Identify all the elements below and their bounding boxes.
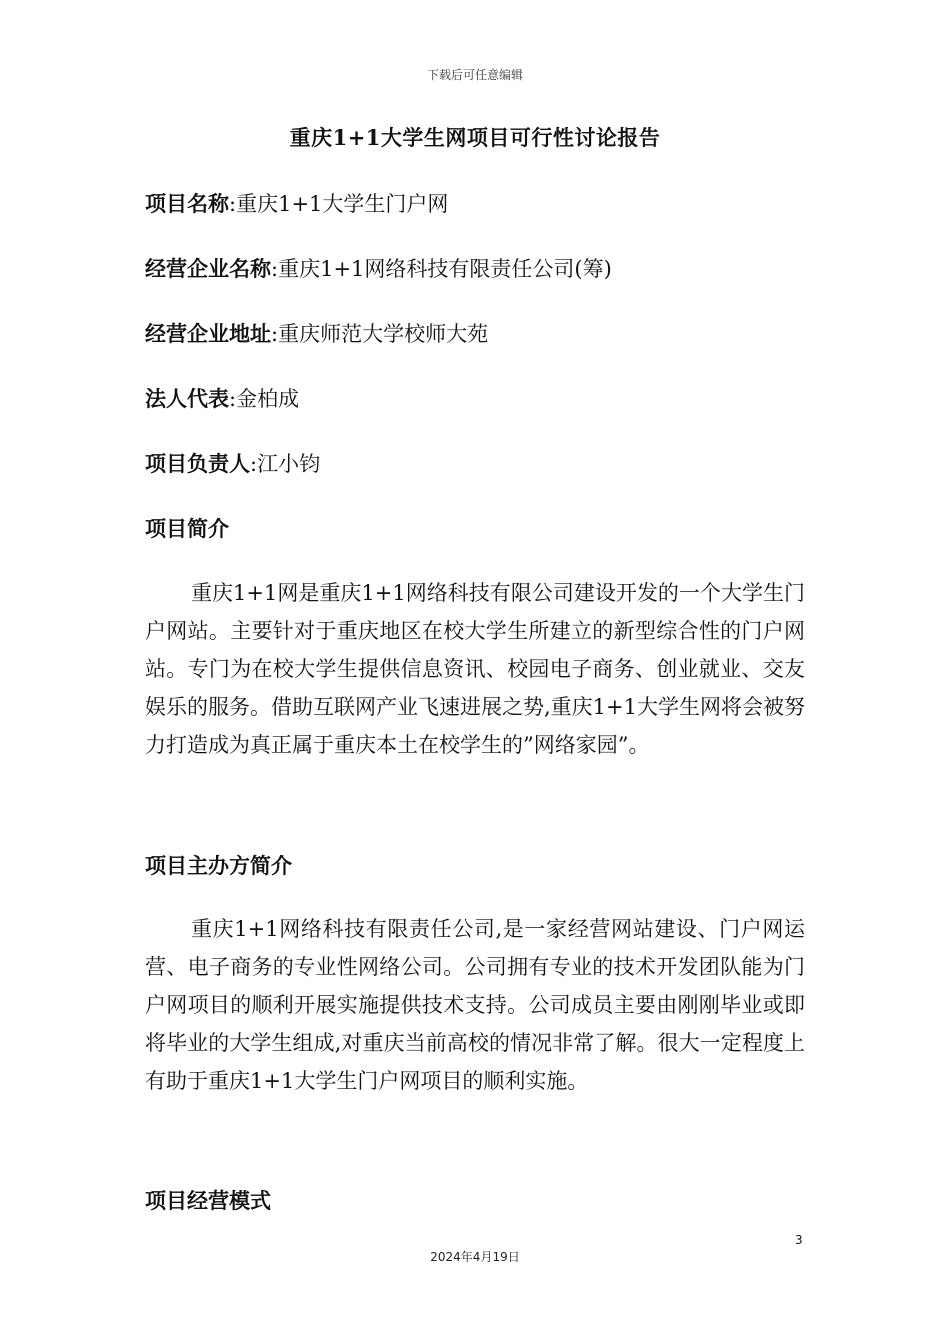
- field-project-name: [145, 188, 448, 218]
- footer-date: 2024年4月19日: [430, 1250, 520, 1264]
- field-project-lead: [145, 448, 320, 478]
- field-separator: :: [271, 322, 279, 346]
- section-heading-project-intro: 项目简介: [145, 516, 229, 541]
- header-note: 下载后可任意编辑: [426, 68, 523, 82]
- field-company-address: [145, 318, 488, 348]
- field-value: 重庆1+1大学生门户网: [236, 192, 449, 216]
- field-company-name: [145, 253, 612, 283]
- field-separator: :: [229, 192, 237, 216]
- section-body-project-intro: 重庆1+1网是重庆1+1网络科技有限公司建设开发的一个大学生门户网站。主要针对于重庆地区在校大学生所建立的新型综合性的门户网站。专门为在校大学生提供信息资讯、校园电子商务、创业就业、交友娱乐的服务。借助互联网产业飞速进展之势,重庆1+1大学生网将会被努力打造成为真正属于重庆本土在校学生的”网络家园”。: [145, 581, 805, 757]
- field-label: 经营企业名称: [145, 256, 271, 281]
- field-label: 经营企业地址: [145, 321, 271, 346]
- field-legal-representative: [145, 383, 299, 413]
- field-separator: :: [229, 387, 237, 411]
- field-separator: :: [271, 257, 279, 281]
- section-body-sponsor-intro: 重庆1+1网络科技有限责任公司,是一家经营网站建设、门户网运营、电子商务的专业性网络公司。公司拥有专业的技术开发团队能为门户网项目的顺利开展实施提供技术支持。公司成员主要由刚刚毕业或即将毕业的大学生组成,对重庆当前高校的情况非常了解。很大一定程度上有助于重庆1+1大学生门户网项目的顺利实施。: [145, 917, 805, 1093]
- field-value: 重庆师范大学校师大苑: [278, 322, 489, 346]
- page-number: 3: [795, 1233, 803, 1247]
- field-label: 项目名称: [145, 191, 229, 216]
- field-separator: :: [250, 452, 258, 476]
- field-value: 重庆1+1网络科技有限责任公司(筹): [278, 257, 612, 281]
- section-heading-business-model: 项目经营模式: [145, 1188, 271, 1213]
- field-label: 法人代表: [145, 386, 229, 411]
- field-value: 江小钧: [257, 452, 321, 476]
- section-heading-sponsor-intro: 项目主办方简介: [145, 853, 292, 878]
- document-title: 重庆1+1大学生网项目可行性讨论报告: [289, 125, 661, 150]
- field-label: 项目负责人: [145, 451, 250, 476]
- field-value: 金柏成: [236, 387, 300, 411]
